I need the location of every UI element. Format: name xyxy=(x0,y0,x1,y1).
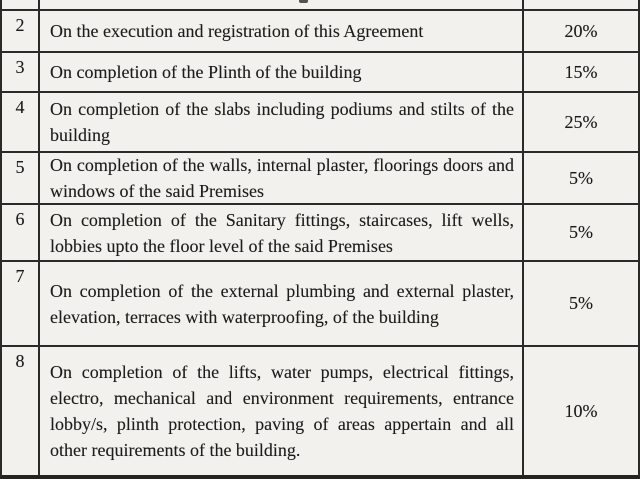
description-cell xyxy=(40,53,522,91)
description-text: On completion of the slabs including podiums and stilts of the building xyxy=(50,99,514,145)
description-cell xyxy=(40,205,522,260)
row-number-cell: 2 xyxy=(2,11,40,51)
description-cell xyxy=(40,153,522,203)
row-number-cell: 4 xyxy=(2,93,40,151)
cropped-text-remnant xyxy=(299,0,308,3)
row-number-cell: 5 xyxy=(2,153,40,203)
row-number-cell xyxy=(2,0,40,9)
description-text: On completion of the walls, internal plaster, floorings doors and windows of the said Premises xyxy=(50,155,514,201)
description-text: On completion of the Sanitary fittings, staircases, lift wells, lobbies upto the floor level of the said Premises xyxy=(50,209,514,256)
description-text: On completion of the lifts, water pumps, electrical fittings, electro, mechanical and environment requirements, entrance lobby/s, plinth protection, paving of areas appertain and all other requirements of the building. xyxy=(50,362,514,460)
table-row xyxy=(2,203,638,260)
description-cell xyxy=(40,0,522,9)
percentage-cell xyxy=(522,0,638,9)
table-row xyxy=(2,91,638,151)
percentage-cell: 5% xyxy=(522,153,638,203)
row-number-cell: 7 xyxy=(2,262,40,345)
description-cell xyxy=(40,262,522,345)
percentage-cell: 25% xyxy=(522,93,638,151)
description-text: On completion of the external plumbing and external plaster, elevation, terraces with waterproofing, of the building xyxy=(50,280,514,327)
percentage-cell: 10% xyxy=(522,347,638,475)
percentage-cell: 20% xyxy=(522,11,638,51)
table-row xyxy=(2,345,638,475)
row-number-cell: 3 xyxy=(2,53,40,91)
description-cell xyxy=(40,93,522,151)
row-number-cell: 6 xyxy=(2,205,40,260)
table-row xyxy=(2,0,638,9)
table-row xyxy=(2,51,638,91)
table-row xyxy=(2,9,638,51)
percentage-cell: 15% xyxy=(522,53,638,91)
percentage-cell: 5% xyxy=(522,205,638,260)
description-cell xyxy=(40,11,522,51)
description-text: On the execution and registration of this Agreement xyxy=(50,21,424,41)
description-cell xyxy=(40,347,522,475)
description-text: On completion of the Plinth of the building xyxy=(50,62,362,82)
percentage-cell: 5% xyxy=(522,262,638,345)
row-number-cell: 8 xyxy=(2,347,40,475)
table-row xyxy=(2,260,638,345)
table-row xyxy=(2,151,638,203)
